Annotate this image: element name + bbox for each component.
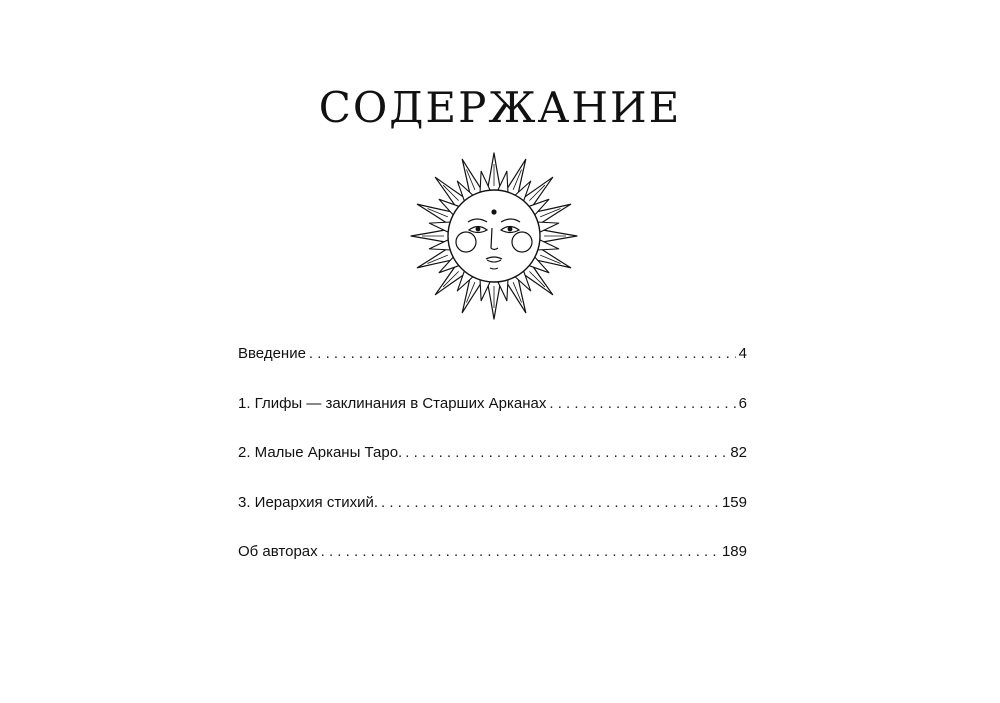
table-of-contents	[238, 340, 747, 588]
toc-entry-page: 4	[738, 345, 747, 362]
toc-entry-title: 2. Малые Арканы Таро.	[238, 444, 403, 461]
toc-entry-minor-arcana[interactable]	[238, 439, 747, 489]
toc-entry-page: 82	[730, 444, 747, 461]
dot-leader	[321, 538, 719, 566]
toc-entry-introduction[interactable]	[238, 340, 747, 390]
toc-entry-page: 6	[738, 394, 747, 412]
toc-entry-glyphs[interactable]	[238, 390, 747, 440]
toc-entry-title: 1. Глифы — заклинания в Старших Арканах	[238, 394, 547, 412]
toc-entry-title: Об авторах	[238, 543, 318, 560]
dot-leader	[549, 390, 735, 418]
page-title: СОДЕРЖАНИЕ	[318, 83, 682, 132]
toc-entry-page: 189	[721, 543, 747, 560]
toc-entry-page: 159	[721, 493, 747, 511]
dot-leader	[309, 340, 736, 368]
sun-face-icon	[409, 151, 579, 321]
toc-entry-title: 3. Иерархия стихий.	[238, 493, 379, 511]
toc-entry-about-authors[interactable]	[238, 538, 747, 588]
toc-entry-elements-hierarchy[interactable]	[238, 489, 747, 539]
dot-leader	[405, 439, 727, 467]
dot-leader	[381, 489, 719, 517]
toc-entry-title: Введение	[238, 345, 306, 362]
